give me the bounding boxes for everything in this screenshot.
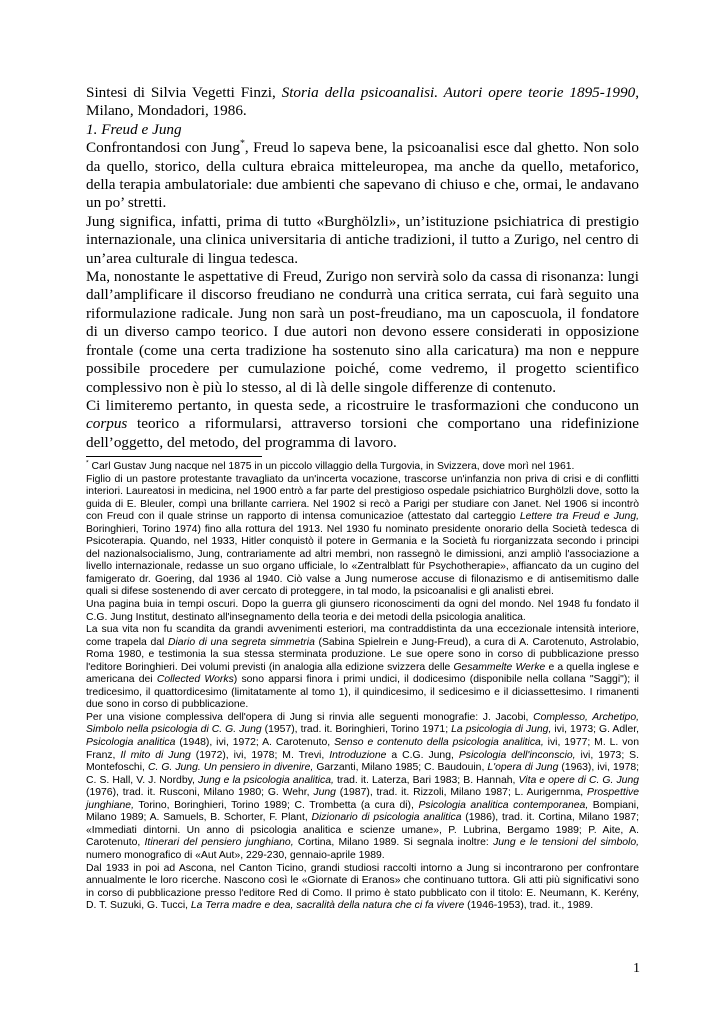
fn6-a: Dal 1933 in poi ad Ascona, nel Canton Ticino, grandi studiosi raccolti intorno a Jung si incontrarono per confrontare annualmente le loro ricerche. Nascono così le «Giornate di Eranos» che continuano tuttora. Gli atti più significativi sono in corso di pubblicazione presso l'editore Red di Como. Il primo è stato pubblicato con il titolo: E. Neumann, K. Kerény, D. T. Suzuki, G. Tucci, (86, 862, 639, 912)
fn5-d: (1948), ivi, 1972; A. Carotenuto, (175, 737, 335, 749)
fn5-q: (1986), trad. it. Cortina, Milano 1987; «Immediati dintorni. Un anno di psicologia analitica e scienze umane», P. Lubrina, Bergamo 1989; P. Aite, A. Carotenuto, (86, 812, 639, 849)
fn4-italic-1: Diario di una segreta simmetria (168, 636, 315, 648)
fn5-i17: Jung e le tensioni del simbolo, (493, 837, 640, 849)
footnote-paragraph-4 (86, 624, 639, 712)
fn5-c: ivi, 1973; G. Adler, (551, 724, 640, 736)
fn5-n: (1987), trad. it. Rizzoli, Milano 1987; L. Aurigernma, (335, 787, 588, 799)
footnote-mark: * (86, 459, 89, 467)
footnote-text-1: Carl Gustav Jung nacque nel 1875 in un piccolo villaggio della Turgovia, in Svizzera, dove morì nel 1961. (88, 461, 575, 472)
intro-suffix: , Milano, Mondadori, 1986. (86, 84, 639, 120)
fn5-i7: Psicologia dell'inconscio, (458, 749, 576, 761)
fn6-italic: La Terra madre e dea, sacralità della natura che ci fa vivere (190, 900, 465, 912)
footnote-marker[interactable]: * (239, 138, 245, 150)
fn5-e: ivi, 1977; M. L. von Franz, (86, 737, 639, 761)
fn2-a: Figlio di un pastore protestante travagliato da un'incerta vocazione, trascorse un'infanzia non priva di crisi e di conflitti interiori. Laureatosi in medicina, nel 1900 entrò a far parte del prestigioso ospedale psichiatrico Burghölzli dove, sotto la guida di E. Bleuler, compì una brillante carriera. Nel 1902 si recò a Parigi per studiare con Janet. Nel 1906 si incontrò con Freud con il quale strinse un rapporto di intensa comunicazioe (attestato dal carteggio (86, 473, 639, 523)
main-text (86, 84, 639, 452)
fn5-i8: C. G. Jung. Un pensiero in divenire, (147, 762, 314, 774)
fn2-italic: Lettere tra Freud e Jung, (519, 511, 639, 523)
fn5-i1: Complesso, Archetipo, Simbolo nella psicologia di C. G. Jung (86, 711, 639, 736)
fn5-i2: La psicologia di Jung, (451, 724, 552, 736)
fn5-o: Torino, Boringhieri, Torino 1989; C. Trombetta (a cura di), (133, 799, 419, 811)
fn2-b: Boringhieri, Torino 1974) fino alla rottura del 1913. Nel 1930 fu nominato presidente onorario della Società tedesca di Psicoterapia. Quando, nel 1933, Hitler conquistò il potere in Germania e la Società fu riorganizzata secondo i principi del nazionalsocialismo, Jung, contrariamente ad altri membri, non rassegnò le dimissioni, anzi ampliò l'associazione a livello internazionale, redasse un suo organo ufficiale, lo «Zentralblatt für Psychotherapie», affiancato da un cugino del famigerato dr. Goering, dal 1936 al 1940. Ciò valse a Jung numerose accuse di filonazismo e di antisemitismo dalle quali si difese sostenendo di aver cercato di proteggere, in tal modo, la psicoanalisi e gli analisti ebrei. (86, 523, 639, 598)
paragraph-3: Ma, nonostante le aspettative di Freud, Zurigo non servirà solo da cassa di risonanza: lungi dall’amplificare il discorso freudiano ne condurrà una critica serrata, cui farà seguito una riformulazione radicale. Jung non sarà un post-freudiano, ma un caposcuola, il fondatore di un diverso campo teorico. I due autori non devono essere considerati in opposizione frontale (come una certa tradizione ha sostenuto sino alla caricatura) ma non e neppure possibile procedere per cumulazione poiché, come vedremo, il progetto scientifico complessivo non è più lo stesso, al di là delle singole differenze di contenuto. (86, 268, 639, 396)
fn5-i3: Psicologia analitica (86, 737, 176, 749)
fn5-j: Garzanti, Milano 1985; C. Baudouin, (313, 762, 488, 774)
paragraph-4-start: Ci limiteremo pertanto, in questa sede, a ricostruire le trasformazioni che conducono un (86, 396, 639, 414)
fn4-italic-3: Collected Works (156, 674, 234, 686)
footnote-paragraph-2 (86, 474, 639, 599)
fn5-i16: Itinerari del pensiero junghiano, (144, 837, 294, 849)
fn4-italic-2: Gesammelte Werke (453, 661, 546, 673)
fn5-l: trad. it. Laterza, Bari 1983; B. Hannah, (333, 774, 519, 786)
fn5-p: Bompiani, Milano 1989; A. Samuels, B. Schorter, F. Plant, (86, 799, 640, 824)
footnote-paragraph-6 (86, 863, 639, 913)
fn5-i4: Senso e contenuto della psicologia analitica, (334, 737, 544, 749)
fn5-r: Cortina, Milano 1989. Si segnala inoltre: (293, 837, 494, 849)
fn4-c: e a quella inglese e americana dei (86, 661, 639, 686)
fn5-k: (1963), ivi, 1978; C. S. Hall, V. J. Nordby, (86, 762, 640, 786)
fn5-m: (1976), trad. it. Rusconi, Milano 1980; G. Wehr, (86, 787, 314, 799)
intro-prefix: Sintesi di Silvia Vegetti Finzi, (86, 84, 282, 101)
paragraph-1 (86, 139, 639, 213)
fn5-b: (1957), trad. it. Boringhieri, Torino 1971; (261, 724, 452, 736)
fn5-i12: Jung (313, 787, 336, 799)
fn5-a: Per una visione complessiva dell'opera di Jung si rinvia alle seguenti monografie: J. Jacobi, (86, 711, 534, 723)
footnote-separator (86, 456, 262, 457)
paragraph-1-start: Confrontandosi con Jung (86, 139, 240, 157)
paragraph-4 (86, 397, 639, 452)
book-title: Storia della psicoanalisi. Autori opere teorie 1895-1990 (281, 84, 636, 101)
footnote (86, 461, 639, 913)
fn5-i6: Introduzione (329, 749, 387, 761)
fn4-a: La sua vita non fu scandita da grandi avvenimenti esteriori, ma contraddistinta da una eccezionale intensità interiore, come trapela dal (86, 624, 639, 648)
intro-line (86, 84, 639, 121)
fn6-b: (1946-1953), trad. it., 1989. (464, 900, 594, 912)
fn5-i5: Il mito di Jung (120, 749, 191, 761)
fn5-g: a C.G. Jung, (386, 749, 459, 761)
fn5-i11: Vita e opere di C. G. Jung (518, 774, 640, 786)
fn5-s: numero monografico di «Aut Aut», 229-230, gennaio-aprile 1989. (86, 849, 385, 861)
fn4-b: (Sabina Spielrein e Jung-Freud), a cura di A. Carotenuto, Astrolabio, Roma 1980, e testimonia la sua stessa sterminata produzione. Le sue opere sono in corso di pubblicazione presso l'editore Boringhieri. Dei volumi previsti (in analogia alla edizione svizzera delle (86, 636, 640, 673)
fn5-i14: Psicologia analitica contemporanea, (418, 799, 589, 811)
fn4-d: ) sono apparsi finora i primi undici, il dodicesimo (disponibile nella collana "Saggi"); il tredicesimo, il quattordicesimo (limitatamente al tomo 1), il quindicesimo, il sedicesimo e il diciassettesimo. I rimanenti due sono in corso di pubblicazione. (86, 674, 639, 711)
footnote-line-1 (86, 461, 639, 474)
paragraph-2: Jung significa, infatti, prima di tutto «Burghölzli», un’istituzione psichiatrica di prestigio internazionale, una clinica universitaria di antiche tradizioni, il tutto a Zurigo, nel centro di un’area culturale di lingua tedesca. (86, 212, 639, 267)
fn5-i10: Jung e la psicologia analitica, (198, 774, 334, 786)
section-heading: 1. Freud e Jung (86, 120, 182, 138)
fn5-i13: Prospettive junghiane, (86, 787, 639, 811)
fn5-h: ivi, 1973; S. Montefoschi, (86, 749, 639, 774)
paragraph-4-italic: corpus (86, 415, 128, 433)
fn5-i9: L'opera di Jung (487, 762, 559, 774)
fn5-i15: Dizionario di psicologia analitica (311, 812, 462, 824)
footnote-paragraph-5 (86, 712, 639, 863)
paragraph-1-rest: , Freud lo sapeva bene, la psicoanalisi esce dal ghetto. Non solo da quello, storico, della cultura ebraica mitteleuropea, ma anche da quello, metaforico, della terapia ambulatoriale: due ambienti che sapevano di chiuso e che, ormai, le andavano un po’ stretti. (86, 139, 639, 212)
paragraph-4-rest: teorico a riformularsi, attraverso torsioni che comportano una ridefinizione dell’oggetto, del metodo, del programma di lavoro. (86, 415, 639, 451)
footnote-paragraph-3: Una pagina buia in tempi oscuri. Dopo la guerra gli giunsero riconoscimenti da ogni del mondo. Nel 1948 fu fondato il C.G. Jung Institut, destinato all'insegnamento della teoria e dei metodi della psicologia analitica. (86, 599, 639, 623)
fn5-f: (1972), ivi, 1978; M. Trevi, (190, 749, 330, 761)
page-number: 1 (633, 961, 640, 976)
